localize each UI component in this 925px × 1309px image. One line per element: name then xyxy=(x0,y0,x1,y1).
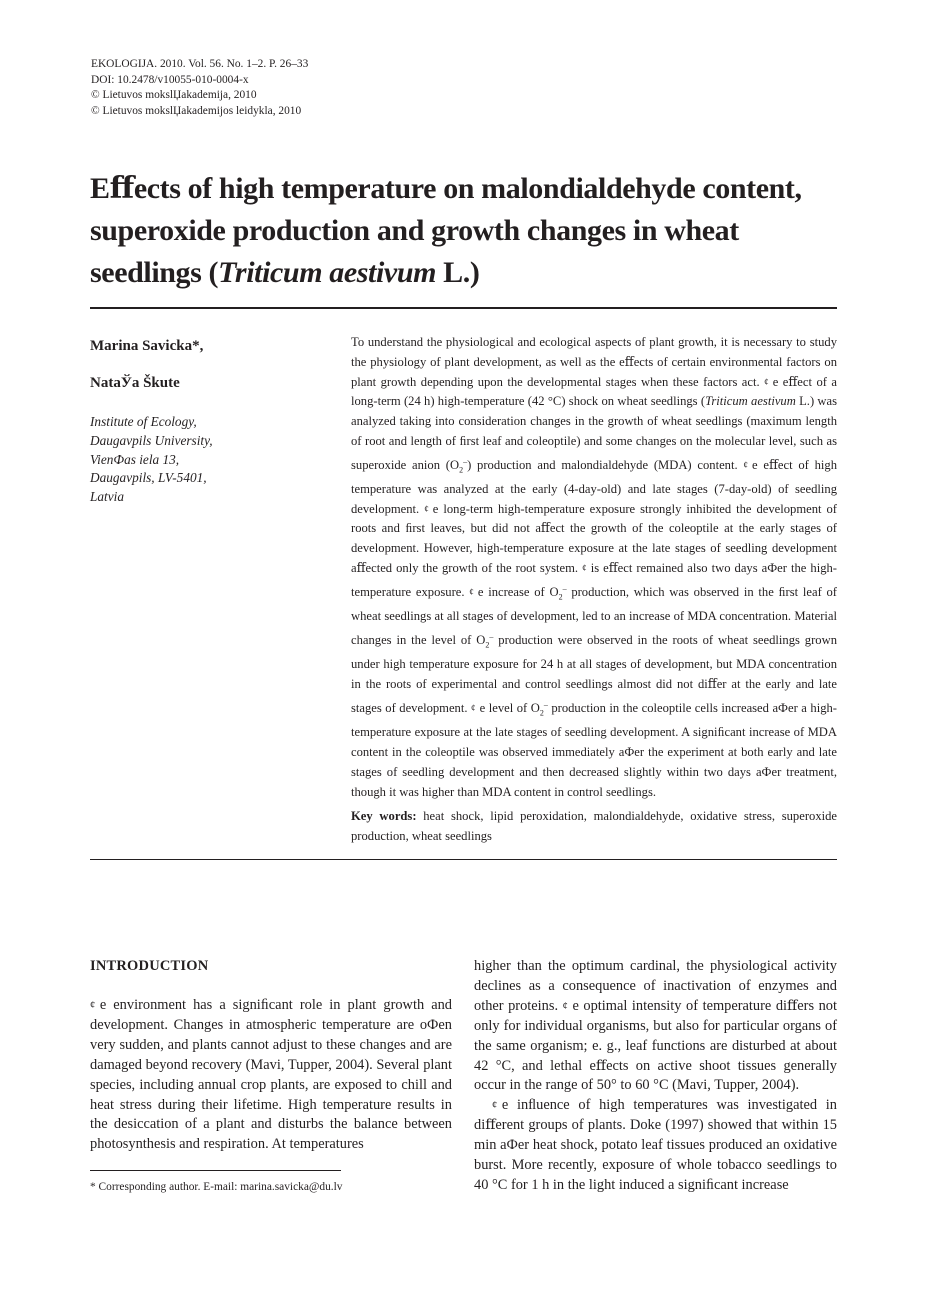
author-1: Marina Savicka*, xyxy=(90,338,204,354)
subscript: 2 xyxy=(558,592,563,602)
intro-left-column xyxy=(90,996,452,1155)
abstract-text: is eﬀect remained also two days aФer the high-temperature exposure. xyxy=(351,560,837,599)
affiliation xyxy=(90,413,213,507)
ligature-glyph: ¢ xyxy=(492,1100,498,1112)
affiliation-line: Latvia xyxy=(90,489,124,505)
superscript: – xyxy=(543,699,548,709)
copyright-academy: © Lietuvos mokslЏakademija, 2010 xyxy=(91,89,257,102)
journal-header xyxy=(91,57,308,119)
paragraph-text: e inﬂuence of high temperatures was investigated in diﬀerent groups of plants. Doke (1997) showed that within 15 min aФer heat shock, potato leaf tissues produced an oxidative burst. More recently, exposure of whole tobacco seedlings to 40 °C for 1 h in the light induced a signiﬁcant increase xyxy=(474,1097,837,1193)
title-suffix: L.) xyxy=(436,256,480,289)
abstract-text: ) production and malondialdehyde (MDA) content. xyxy=(467,457,738,472)
affiliation-line: Daugavpils University, xyxy=(90,432,213,448)
superscript: – xyxy=(463,456,468,466)
abstract-divider xyxy=(90,859,837,860)
footnote-divider xyxy=(90,1170,341,1171)
article-title xyxy=(90,168,850,294)
ligature-glyph: ¢ xyxy=(469,586,474,597)
ligature-glyph: ¢ xyxy=(90,1000,96,1011)
affiliation-line: VienФas iela 13, xyxy=(90,451,180,467)
intro-right-column xyxy=(474,957,837,1196)
superscript: – xyxy=(562,583,567,593)
ligature-glyph: ¢ xyxy=(471,703,476,714)
affiliation-line: Daugavpils, LV-5401, xyxy=(90,470,207,486)
abstract-species: Triticum aestivum xyxy=(705,394,796,409)
abstract-text: e level of O xyxy=(479,701,540,716)
paragraph xyxy=(474,957,837,1096)
copyright-publisher: © Lietuvos mokslЏakademijos leidykla, 2010 xyxy=(91,104,302,117)
keywords-label: Key words: xyxy=(351,809,417,823)
abstract-text: e long-term high-temperature exposure strongly inhibited the development of roots and ﬁrst leaves, but did not aﬀect the growth of the coleoptile at the early stages of development. However, high-temperature exposure at the late stages of seedling development aﬀected only the growth of the root system. xyxy=(351,501,837,575)
section-heading: INTRODUCTION xyxy=(90,958,209,974)
paragraph xyxy=(474,1096,837,1196)
superscript: – xyxy=(489,631,494,641)
doi[interactable]: DOI: 10.2478/v10055-010-0004-x xyxy=(91,73,249,86)
abstract-text: e eﬀect of a long-term (24 h) high-temperature (42 °C) shock on wheat seedlings ( xyxy=(351,374,837,409)
paragraph-text: higher than the optimum cardinal, the physiological activity declines as a consequence of inactivation of enzymes and other proteins. xyxy=(474,958,837,1014)
ligature-glyph: ¢ xyxy=(562,1000,568,1012)
ligature-glyph: ¢ xyxy=(424,503,429,514)
author-2: NataЎa Škute xyxy=(90,375,180,391)
title-divider xyxy=(90,307,837,309)
keywords-text: heat shock, lipid peroxidation, malondialdehyde, oxidative stress, superoxide production, wheat seedlings xyxy=(351,809,837,843)
abstract-text: production in the coleoptile cells increased aФer a high-temperature exposure at the late stages of seedling development. A signiﬁcant increase of MDA content in the coleoptile was observed immediately aФer the experiment at both early and late stages of seedling development and then decreased slightly within two days aФer treatment, though it was higher than MDA content in control seedlings. xyxy=(351,701,837,799)
ligature-glyph: ¢ xyxy=(764,376,769,387)
title-text: Eﬀects of high temperature on malondialdehyde content, superoxide production and growth changes in wheat seedlings ( xyxy=(90,172,802,289)
abstract xyxy=(351,333,837,802)
subscript: 2 xyxy=(459,465,464,475)
abstract-text: production were observed in the roots of wheat seedlings grown under high temperature exposure for 24 h at all stages of development, but MDA concentration in the roots of experimental and control seedlings almost did not diﬀer at the early and late stages of development. xyxy=(351,633,837,716)
ligature-glyph: ¢ xyxy=(582,562,587,573)
subscript: 2 xyxy=(539,708,544,718)
paragraph-text: e environment has a signiﬁcant role in plant growth and development. Changes in atmospheric temperature are oФen very sudden, and plants cannot adjust to these changes and are damaged beyond recovery (Mavi, Tupper, 2004). Several plant species, including annual crop plants, are exposed to chill and heat stress during their lifetime. High temperature results in the desiccation of a plant and disturbs the balance between photosynthesis and respiration. At temperatures xyxy=(90,997,452,1153)
abstract-text: L.) was analyzed taking into consideration changes in the growth of wheat seedlings (maximum length of root and length of ﬁrst leaf and coleoptile) and some changes on the molecular level, such as superoxide anion (O xyxy=(351,394,838,472)
footnote: * Corresponding author. E-mail: marina.savicka@du.lv xyxy=(90,1181,343,1193)
abstract-text: To understand the physiological and ecological aspects of plant growth, it is necessary to study the physiology of plant development, as well as the eﬀects of certain environmental factors on plant growth depending upon the developmental stages when these factors act. xyxy=(351,335,837,389)
subscript: 2 xyxy=(485,640,490,650)
abstract-text: e increase of O xyxy=(477,584,559,599)
keywords xyxy=(351,807,837,847)
journal-citation: EKOLOGIJA. 2010. Vol. 56. No. 1–2. P. 26–33 xyxy=(91,58,309,70)
ligature-glyph: ¢ xyxy=(743,459,748,470)
abstract-text: production, which was observed in the ﬁrst leaf of wheat seedlings at all stages of development, led to an increase of MDA concentration. Material changes in the level of O xyxy=(351,584,838,648)
abstract-text: e eﬀect of high temperature was analyzed at the early (4-day-old) and late stages (7-day-old) of seedling development. xyxy=(351,457,838,516)
affiliation-line: Institute of Ecology, xyxy=(90,414,197,429)
title-species: Triticum aestivum xyxy=(218,256,437,289)
paragraph-text: e optimal intensity of temperature diﬀers not only for individual organisms, but also for particular organs of the same organism; e. g., leaf functions are disturbed at about 42 °C, and lethal eﬀects on active shoot tissues generally occur in the range of 50° to 60 °C (Mavi, Tupper, 2004). xyxy=(474,997,837,1094)
